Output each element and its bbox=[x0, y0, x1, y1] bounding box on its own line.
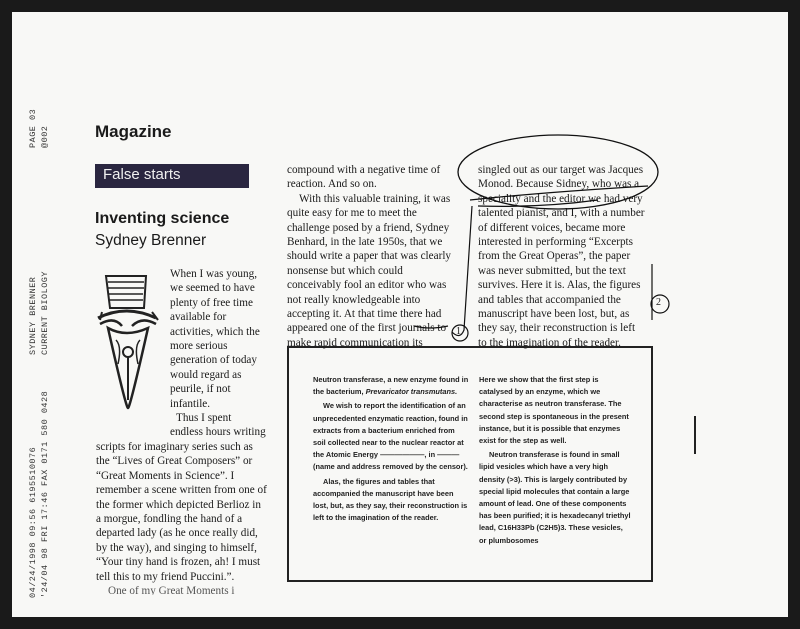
box-title-italic: Prevaricator transmutans. bbox=[365, 387, 458, 397]
fax-received-line: 04/24/1998 09:56 6195510076 bbox=[28, 446, 38, 598]
intro-line: plenty of free time bbox=[170, 296, 253, 309]
col3-paragraph: singled out as our target was Jacques Monod. Because Sidney, who was a speciality and the editor we had very talented pianist, and I, with a number of different voices, became more interested in performing “Excerpts from the Great Operas”, the paper was never submitted, but the text survives. Here it is. Alas, the figures and tables that accompanied the manuscript have been lost, but, as they say, their reconstruction is left to the imagination of the reader. bbox=[478, 164, 645, 349]
fax-artifact-mark bbox=[694, 416, 696, 454]
intro-line: generation of today bbox=[170, 354, 257, 367]
intro-line: available for bbox=[170, 311, 227, 324]
fax-journal: CURRENT BIOLOGY bbox=[40, 270, 50, 355]
intro-line: more serious bbox=[170, 340, 228, 353]
col1-paragraph: scripts for imaginary series such as the “Lives of Great Composers” or “Great Moments in Science”. I remember a scene written from one of the former which depicted Berlioz in a morgue, fondling the hand of a departed lady (as he once really did, by the way), and singing to himself, “Your tiny hand is frozen, ah! I must tell this to my friend Puccini.”. bbox=[96, 441, 267, 583]
fax-sent-line: '24/04 98 FRI 17:46 FAX 0171 580 0428 bbox=[40, 390, 50, 598]
intro-line: activities, which the bbox=[170, 325, 260, 338]
intro-line: When I was young, bbox=[170, 268, 257, 280]
col1-cutoff-line: One of my Great Moments i bbox=[108, 585, 235, 596]
para2-start: Thus I spent bbox=[176, 412, 232, 425]
article-title: Inventing science bbox=[95, 210, 230, 227]
magazine-label: Magazine bbox=[95, 122, 172, 141]
box-title-bold: Neutron transferase, a new enzyme found in the bacterium, bbox=[313, 375, 469, 397]
col2-paragraph-1: compound with a negative time of reaction. And so on. bbox=[287, 164, 441, 191]
box-left-paragraph-2: Alas, the figures and tables that accompanied the manuscript have been lost, but, as they say, their reconstruction is left to the imagination of the reader. bbox=[313, 476, 468, 523]
intro-line: would regard as bbox=[170, 368, 242, 381]
insert-mark bbox=[414, 326, 448, 328]
intro-line: infantile. bbox=[170, 397, 211, 410]
col2-paragraph-2: With this valuable training, it was quite easy for me to meet the challenge posed by a friend, Sydney Benhard, in the late 1950s, that we should write a paper that was clearly nonsense but which could conceivably fool an editor who was not really knowledgeable into accepting it. At that time there had appeared one of the first journals to make rapid communication its bbox=[287, 192, 452, 349]
intro-line: peurile, if not bbox=[170, 383, 231, 396]
box-right-paragraph-1: Here we show that the first step is catalysed by an enzyme, which we characterise as neutron transferase. The second step is spontaneous in the present instance, but it is possible that enzymes exist for the step as well. bbox=[479, 375, 629, 446]
section-title: False starts bbox=[103, 166, 181, 183]
arrow-line bbox=[452, 206, 472, 336]
intro-line: we seemed to have bbox=[170, 282, 255, 295]
article-author: Sydney Brenner bbox=[95, 232, 207, 249]
fax-page-label: PAGE 03 bbox=[28, 108, 38, 148]
underline-mark bbox=[470, 186, 648, 200]
fax-page-code: @002 bbox=[40, 125, 50, 148]
annotation-1-label: 1 bbox=[456, 326, 461, 337]
fax-sender: SYDNEY BRENNER bbox=[28, 276, 38, 355]
box-right-paragraph-2: Neutron transferase is found in small lipid vesicles which have a very high density (>3). This is largely contributed by special lipid molecules that contain a large amount of lead. One of these components has been purified; it is hexadecanyl triethyl lead, C16H33Pb (C2H5)3. These vesicles, or plumbosomes bbox=[479, 450, 631, 545]
para2-line: endless hours writing bbox=[170, 426, 266, 439]
box-left-paragraph-1: We wish to report the identification of an unprecedented enzymatic reaction, found in extracts from a bacterium enriched from soil collected near to the nuclear reactor at the Atomic Energy ——————, in ——— (name and address removed by the censor). bbox=[313, 401, 468, 472]
annotation-2-label: 2 bbox=[656, 297, 661, 308]
